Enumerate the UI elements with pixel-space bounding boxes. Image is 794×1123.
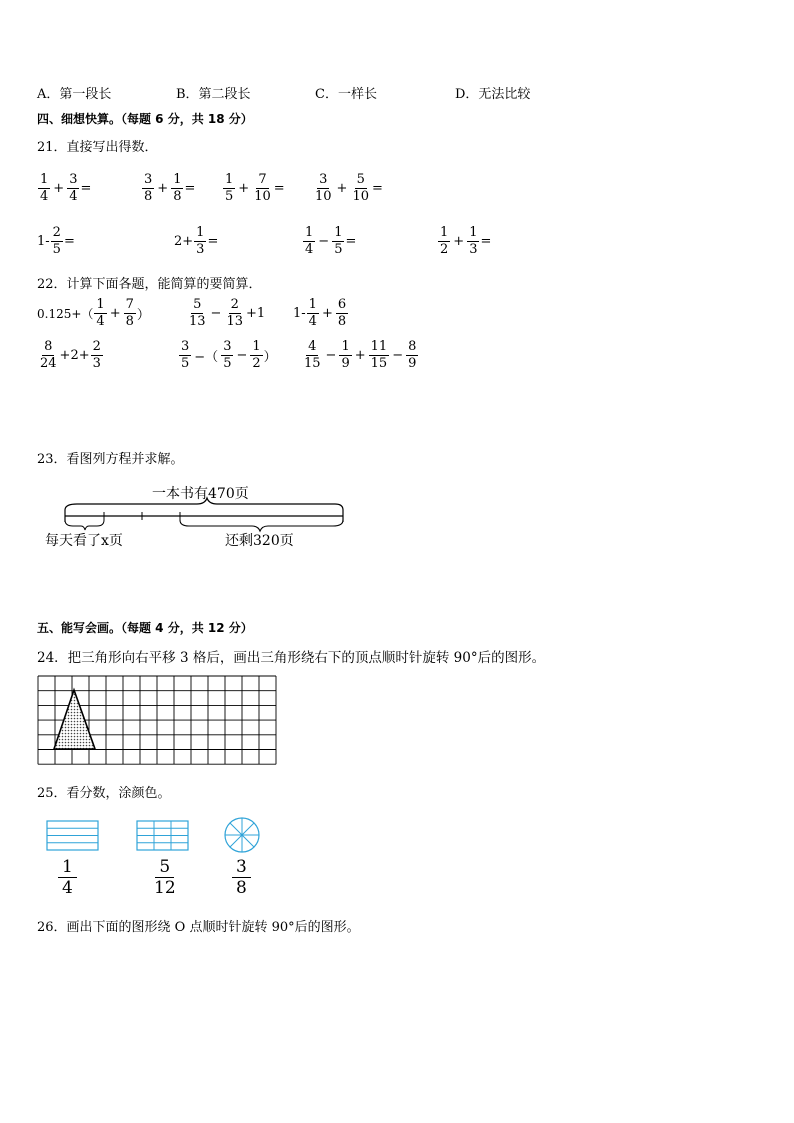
daily-pages-label: 每天看了x页 [45,533,123,549]
section5-title: 五、能写会画。（每题 4 分，共 12 分） [37,621,253,635]
fraction: $\frac{11}{15}$ [370,339,388,371]
fraction: $\frac{1}{8}$ [173,172,182,204]
grid-with-triangle [37,675,281,765]
striped-rectangle-quarters [46,820,100,856]
fraction: $\frac{1}{5}$ [225,172,234,204]
fraction: $\frac{3}{4}$ [69,172,78,204]
q23-prompt: 23．看图列方程并求解。 [37,452,184,467]
q22-expr-1: 0.125+（ $\frac{1}{4}$ + $\frac{7}{8}$ ） [37,297,150,329]
q21-expr-5: 1- $\frac{2}{5}$ = [37,225,75,257]
fraction: $\frac{8}{24}$ [40,339,57,371]
fraction: $\frac{7}{8}$ [125,297,134,329]
fraction-five-twelfths: 5 12 [154,857,176,898]
remaining-pages-label: 还剩320页 [225,533,294,549]
fraction: $\frac{1}{3}$ [469,225,478,257]
fraction: $\frac{1}{4}$ [96,297,105,329]
grid-svg [37,675,281,765]
option-a: A．第一段长 [37,87,112,102]
q22-expr-6: $\frac{4}{15}$ − $\frac{1}{9}$ + $\frac{11}{15}$ − $\frac{8}{9}$ [304,339,417,371]
fraction: $\frac{7}{10}$ [254,172,271,204]
fraction: $\frac{1}{4}$ [40,172,49,204]
fraction: $\frac{1}{3}$ [196,225,205,257]
fraction-three-eighths: 3 8 [232,857,251,898]
q21-expr-3: $\frac{1}{5}$ + $\frac{7}{10}$ = [225,172,285,204]
fraction-one-quarter: 1 4 [58,857,77,898]
q21-expr-4: $\frac{3}{10}$ + $\frac{5}{10}$ = [315,172,383,204]
option-c: C．一样长 [315,87,377,102]
fraction: $\frac{5}{13}$ [189,297,206,329]
fraction: $\frac{4}{15}$ [304,339,321,371]
fraction: $\frac{1}{5}$ [334,225,343,257]
q21-expr-1: $\frac{1}{4}$ + $\frac{3}{4}$ = [40,172,92,204]
section4-title: 四、细想快算。（每题 6 分，共 18 分） [37,112,253,126]
fraction: $\frac{2}{13}$ [226,297,243,329]
q21-prompt: 21．直接写出得数． [37,140,158,155]
q21-expr-6: 2+ $\frac{1}{3}$ = [174,225,219,257]
fraction: $\frac{2}{3}$ [92,339,101,371]
fraction: $\frac{1}{9}$ [341,339,350,371]
fraction: $\frac{1}{4}$ [305,225,314,257]
fraction: $\frac{1}{2}$ [440,225,449,257]
fraction: $\frac{8}{9}$ [408,339,417,371]
fraction: $\frac{2}{5}$ [52,225,61,257]
q22-expr-4: $\frac{8}{24}$ +2+ $\frac{2}{3}$ [40,339,101,371]
q22-expr-2: $\frac{5}{13}$ − $\frac{2}{13}$ +1 [189,297,266,329]
q24-prompt: 24．把三角形向右平移 3 格后，画出三角形绕右下的顶点顺时针旋转 90°后的图形。 [37,650,546,666]
fraction: $\frac{6}{8}$ [337,297,347,329]
fraction: $\frac{3}{10}$ [315,172,332,204]
fraction: $\frac{5}{10}$ [352,172,369,204]
q25-prompt: 25．看分数，涂颜色。 [37,786,171,801]
circle-eighths [222,815,262,859]
q26-prompt: 26．画出下面的图形绕 O 点顺时针旋转 90°后的图形。 [37,920,360,935]
fraction: $\frac{3}{5}$ [223,339,232,371]
q22-expr-3: 1- $\frac{1}{4}$ + $\frac{6}{8}$ [293,297,347,329]
fraction: $\frac{3}{5}$ [181,339,190,371]
q21-expr-2: $\frac{3}{8}$ + $\frac{1}{8}$ = [144,172,196,204]
q21-expr-8: $\frac{1}{2}$ + $\frac{1}{3}$ = [440,225,492,257]
fraction: $\frac{1}{4}$ [308,297,317,329]
q21-expr-7: $\frac{1}{4}$ − $\frac{1}{5}$ = [305,225,357,257]
q22-expr-5: $\frac{3}{5}$ −（ $\frac{3}{5}$ − $\frac{1}{2}$ ） [181,339,277,371]
fraction: $\frac{1}{2}$ [252,339,261,371]
total-pages-label: 一本书有470页 [152,486,249,502]
grid-rectangle-twelfths [136,820,190,856]
q22-prompt: 22．计算下面各题，能简算的要简算． [37,277,262,292]
fraction: $\frac{3}{8}$ [144,172,153,204]
option-b: B．第二段长 [176,87,251,102]
option-d: D．无法比较 [455,87,531,102]
